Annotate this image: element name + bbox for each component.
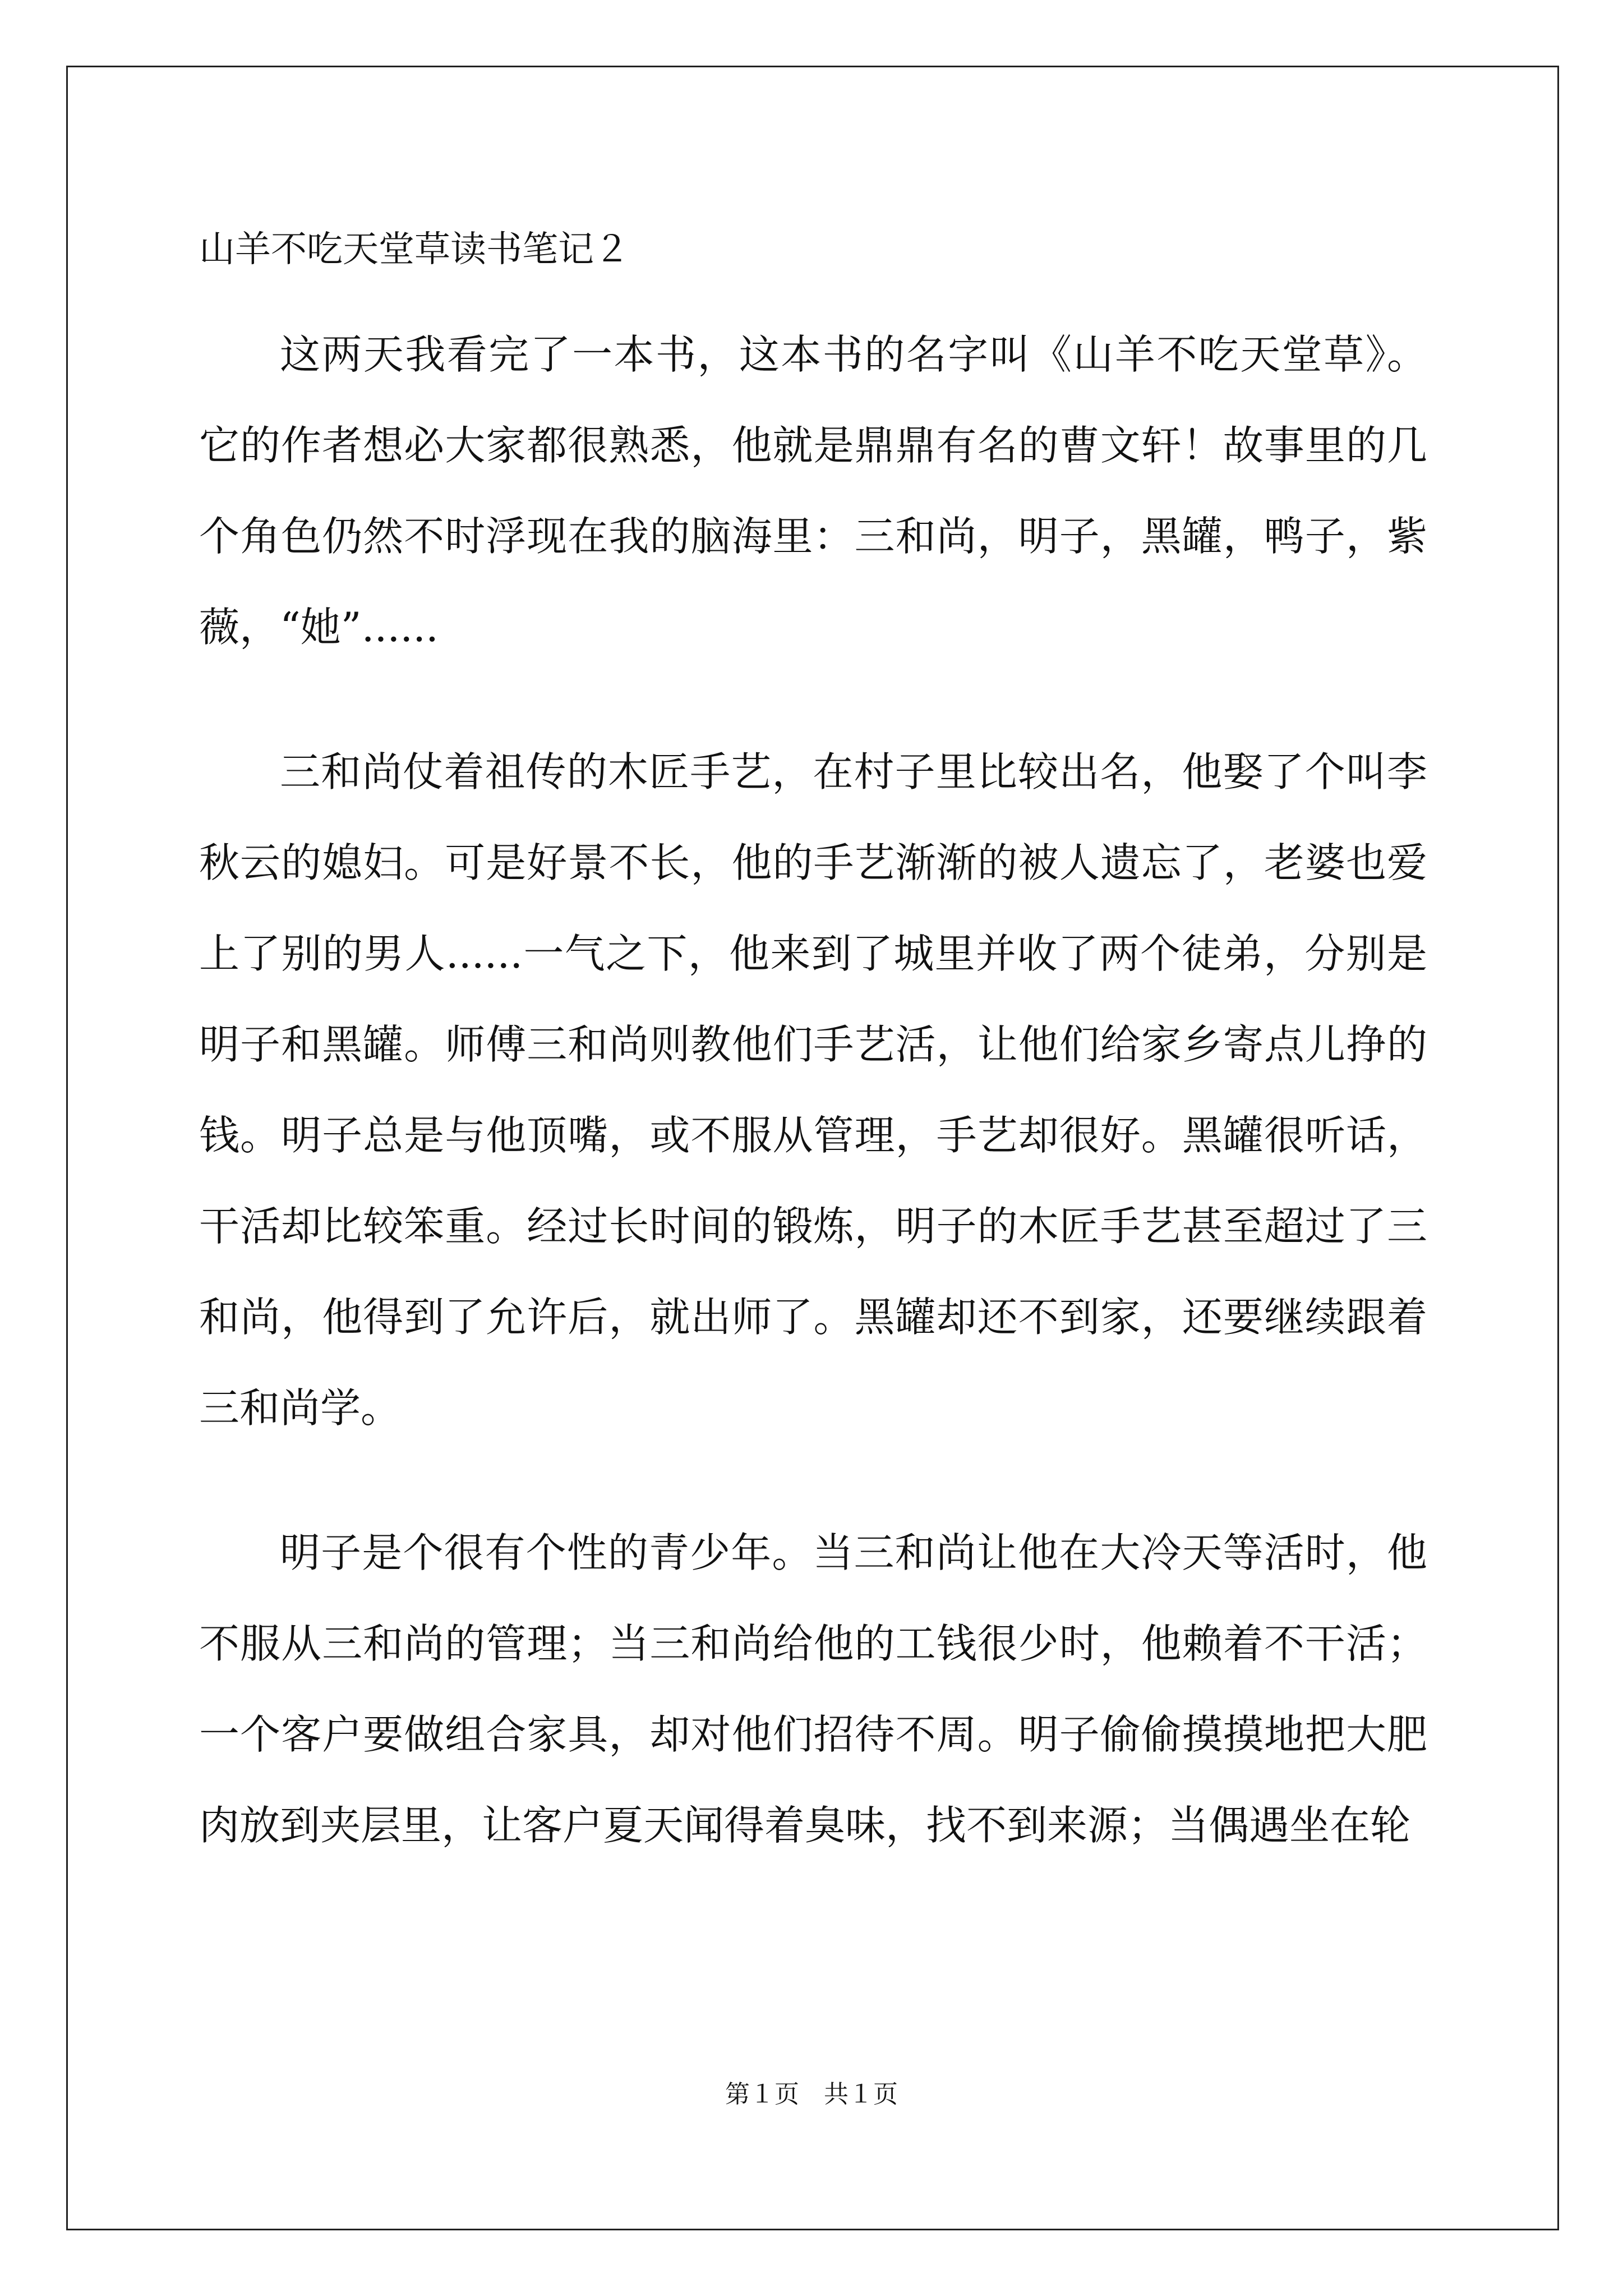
document-body xyxy=(199,216,1427,1925)
document-title: 山羊不吃天堂草读书笔记２ xyxy=(199,229,630,270)
page-footer: 第１页 共１页 xyxy=(725,2080,898,2109)
paragraph-2: 三和尚仗着祖传的木匠手艺，在村子里比较出名，他娶了个叫李秋云的媳妇。可是好景不长，他的手艺渐渐的被人遗忘了，老婆也爱上了别的男人......一气之下，他来到了城里并收了两个徒弟，分别是明子和黑罐。师傅三和尚则教他们手艺活，让他们给家乡寄点儿挣的钱。明子总是与他顶嘴，或不服从管理，手艺却很好。黑罐很听话，干活却比较笨重。经过长时间的锻炼，明子的木匠手艺甚至超过了三和尚，他得到了允许后，就出师了。黑罐却还不到家，还要继续跟着三和尚学。 xyxy=(199,748,1427,1432)
paragraph-1: 这两天我看完了一本书，这本书的名字叫《山羊不吃天堂草》。它的作者想必大家都很熟悉，他就是鼎鼎有名的曹文轩！故事里的几个角色仍然不时浮现在我的脑海里：三和尚，明子，黑罐，鸭子，紫薇，“她”...... xyxy=(199,331,1427,651)
paragraph-3: 明子是个很有个性的青少年。当三和尚让他在大冷天等活时，他不服从三和尚的管理；当三和尚给他的工钱很少时，他赖着不干活；一个客户要做组合家具，却对他们招待不周。明子偷偷摸摸地把大肥肉放到夹层里，让客户夏天闻得着臭味，找不到来源；当偶遇坐在轮 xyxy=(199,1529,1427,1849)
